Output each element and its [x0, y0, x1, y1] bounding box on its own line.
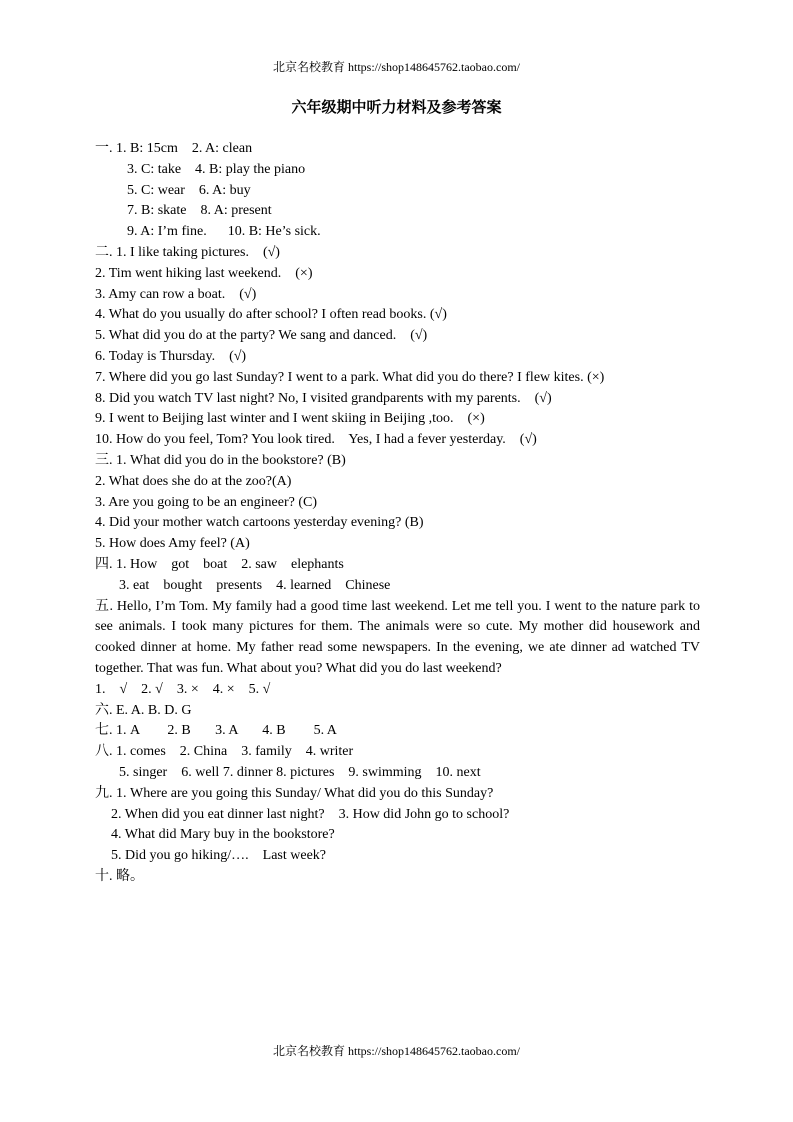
- passage-paragraph: 五. Hello, I’m Tom. My family had a good time last weekend. Let me tell you. I went to the nature park to see animals. I took many pictures for them. The animals were so cute. My mother did housework and cooked dinner at home. My father read some newspapers. In the evening, we ate dinner ad watched TV together. That was fun. What about you? What did you do last weekend?: [95, 598, 700, 676]
- text-line: 5. What did you do at the party? We sang and danced. (√): [95, 328, 428, 344]
- text-line: 三. 1. What did you do in the bookstore? (B): [95, 452, 346, 468]
- text-line: 六. E. A. B. D. G: [95, 702, 192, 718]
- text-line: 八. 1. comes 2. China 3. family 4. writer: [95, 744, 354, 760]
- page-header: 北京名校教育 https://shop148645762.taobao.com/: [273, 60, 520, 74]
- text-line: 四. 1. How got boat 2. saw elephants: [95, 556, 344, 572]
- page-footer: 北京名校教育 https://shop148645762.taobao.com/: [273, 1044, 520, 1058]
- text-line: 4. What do you usually do after school? I often read books. (√): [95, 307, 447, 323]
- text-line: 十. 略。: [95, 868, 144, 884]
- text-line: 一. 1. B: 15cm 2. A: clean: [95, 141, 253, 156]
- text-line: 2. When did you eat dinner last night? 3. How did John go to school?: [111, 806, 510, 822]
- text-line: 10. How do you feel, Tom? You look tired. Yes, I had a fever yesterday. (√): [95, 432, 537, 448]
- document-title: 六年级期中听力材料及参考答案: [291, 98, 502, 116]
- text-line: 七. 1. A 2. B 3. A 4. B 5. A: [95, 723, 337, 739]
- text-line: 5. How does Amy feel? (A): [95, 536, 250, 552]
- text-line: 5. singer 6. well 7. dinner 8. pictures 9. swimming 10. next: [119, 764, 481, 780]
- text-line: 4. Did your mother watch cartoons yesterday evening? (B): [95, 515, 424, 531]
- text-line: 3. Amy can row a boat. (√): [95, 286, 257, 302]
- text-line: 3. eat bought presents 4. learned Chinese: [119, 577, 391, 593]
- text-line: 5. C: wear 6. A: buy: [127, 182, 251, 198]
- text-line: 6. Today is Thursday. (√): [95, 348, 247, 364]
- text-line: 2. Tim went hiking last weekend. (×): [95, 265, 313, 281]
- text-line: 1. √ 2. √ 3. × 4. × 5. √: [95, 681, 271, 697]
- text-line: 3. C: take 4. B: play the piano: [127, 161, 306, 177]
- text-line: 9. I went to Beijing last winter and I went skiing in Beijing ,too. (×): [95, 411, 485, 427]
- answer-content: [95, 139, 700, 888]
- text-line: 二. 1. I like taking pictures. (√): [95, 244, 280, 260]
- text-line: 7. Where did you go last Sunday? I went to a park. What did you do there? I flew kites. (×): [95, 369, 605, 385]
- text-line: 2. What does she do at the zoo?(A): [95, 473, 292, 489]
- text-line: 4. What did Mary buy in the bookstore?: [111, 827, 335, 843]
- text-line: 3. Are you going to be an engineer? (C): [95, 494, 317, 510]
- text-line: 8. Did you watch TV last night? No, I visited grandparents with my parents. (√): [95, 390, 552, 406]
- text-line: 5. Did you go hiking/…. Last week?: [111, 848, 327, 864]
- text-line: 九. 1. Where are you going this Sunday/ What did you do this Sunday?: [95, 785, 494, 801]
- text-line: 7. B: skate 8. A: present: [127, 203, 272, 219]
- text-line: 9. A: I’m fine. 10. B: He’s sick.: [127, 224, 321, 240]
